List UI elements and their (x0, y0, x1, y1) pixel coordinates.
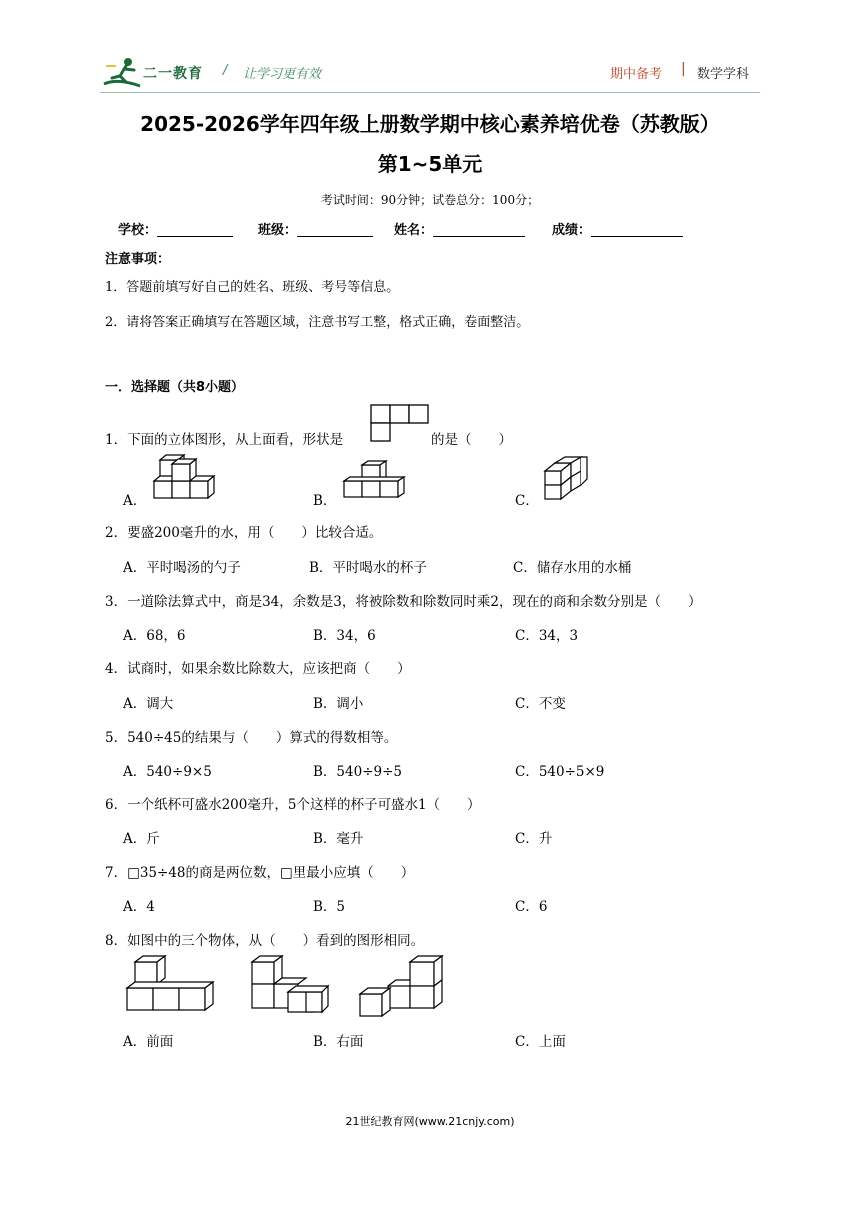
page-subtitle: 第1~5单元 (377, 152, 483, 176)
option-6b[interactable]: B．毫升 (313, 831, 364, 847)
header-tag: 期中备考 (610, 67, 663, 82)
notice-heading: 注意事项： (105, 252, 171, 267)
class-label: 班级： (258, 223, 298, 238)
name-field[interactable] (394, 219, 525, 238)
question-5-stem: 5．540÷45的结果与（ ）算式的得数相等。 (105, 730, 398, 746)
option-7a[interactable]: A．4 (123, 899, 155, 915)
school-label: 学校： (118, 223, 158, 238)
section-heading: 一．选择题（共8小题） (105, 380, 245, 395)
option-3b[interactable]: B．34，6 (313, 628, 376, 644)
question-1-stem-a: 1．下面的立体图形，从上面看，形状是 (105, 432, 344, 448)
school-field[interactable] (118, 219, 233, 238)
class-field[interactable] (258, 219, 373, 238)
exam-info: 考试时间：90分钟；试卷总分：100分； (320, 193, 540, 207)
header-rule (100, 92, 760, 93)
brand-name: 二一教育 (143, 66, 203, 82)
option-5a[interactable]: A．540÷9×5 (123, 764, 212, 780)
option-2a[interactable]: A．平时喝汤的勺子 (123, 560, 241, 576)
school-blank[interactable] (157, 222, 233, 237)
option-4b[interactable]: B．调小 (313, 696, 364, 712)
header-subject: 数学学科 (697, 67, 750, 82)
option-5c[interactable]: C．540÷5×9 (515, 764, 605, 780)
option-7c[interactable]: C．6 (515, 899, 548, 915)
class-blank[interactable] (297, 222, 373, 237)
option-1c[interactable]: C． (515, 493, 539, 509)
question-2-stem: 2．要盛200毫升的水，用（ ）比较合适。 (105, 525, 383, 541)
option-3c[interactable]: C．34，3 (515, 628, 579, 644)
object-2-figure-icon (250, 956, 332, 1014)
slogan: 让学习更有效 (243, 67, 322, 82)
cube-figure-b-icon (340, 461, 406, 501)
question-8-stem: 8．如图中的三个物体，从（ ）看到的图形相同。 (105, 933, 425, 949)
option-1b[interactable]: B． (313, 493, 337, 509)
option-1a[interactable]: A． (123, 493, 147, 509)
option-7b[interactable]: B．5 (313, 899, 346, 915)
slogan-divider: / (223, 63, 228, 78)
option-8b[interactable]: B．右面 (313, 1034, 364, 1050)
question-1-stem-b: 的是（ ） (431, 432, 512, 448)
object-1-figure-icon (125, 956, 215, 1012)
score-label: 成绩： (552, 223, 592, 238)
notice-item: 1．答题前填写好自己的姓名、班级、考号等信息。 (105, 280, 400, 295)
header-separator: | (681, 61, 686, 77)
name-blank[interactable] (433, 222, 525, 237)
page-title: 2025-2026学年四年级上册数学期中核心素养培优卷（苏教版） (140, 112, 720, 136)
top-view-shape-icon (370, 404, 430, 442)
question-7-stem: 7．□35÷48的商是两位数，□里最小应填（ ） (105, 865, 415, 881)
page-footer: 21世纪教育网(www.21cnjy.com) (345, 1115, 515, 1128)
score-field[interactable] (552, 219, 683, 238)
question-3-stem: 3．一道除法算式中，商是34，余数是3，将被除数和除数同时乘2，现在的商和余数分别是（ ） (105, 594, 702, 610)
option-2c[interactable]: C．储存水用的水桶 (513, 560, 632, 576)
question-4-stem: 4．试商时，如果余数比除数大，应该把商（ ） (105, 661, 411, 677)
cube-figure-a-icon (152, 458, 218, 500)
option-3a[interactable]: A．68，6 (123, 628, 186, 644)
option-8c[interactable]: C．上面 (515, 1034, 566, 1050)
option-5b[interactable]: B．540÷9÷5 (313, 764, 402, 780)
option-8a[interactable]: A．前面 (123, 1034, 174, 1050)
option-6a[interactable]: A．斤 (123, 831, 160, 847)
score-blank[interactable] (591, 222, 683, 237)
question-6-stem: 6．一个纸杯可盛水200毫升，5个这样的杯子可盛水1（ ） (105, 797, 481, 813)
name-label: 姓名： (394, 223, 434, 238)
option-4a[interactable]: A．调大 (123, 696, 174, 712)
option-2b[interactable]: B．平时喝水的杯子 (309, 560, 427, 576)
notice-item: 2．请将答案正确填写在答题区域，注意书写工整，格式正确，卷面整洁。 (105, 315, 530, 330)
option-6c[interactable]: C．升 (515, 831, 553, 847)
option-4c[interactable]: C．不变 (515, 696, 566, 712)
object-3-figure-icon (358, 956, 446, 1018)
cube-figure-c-icon (543, 463, 591, 501)
